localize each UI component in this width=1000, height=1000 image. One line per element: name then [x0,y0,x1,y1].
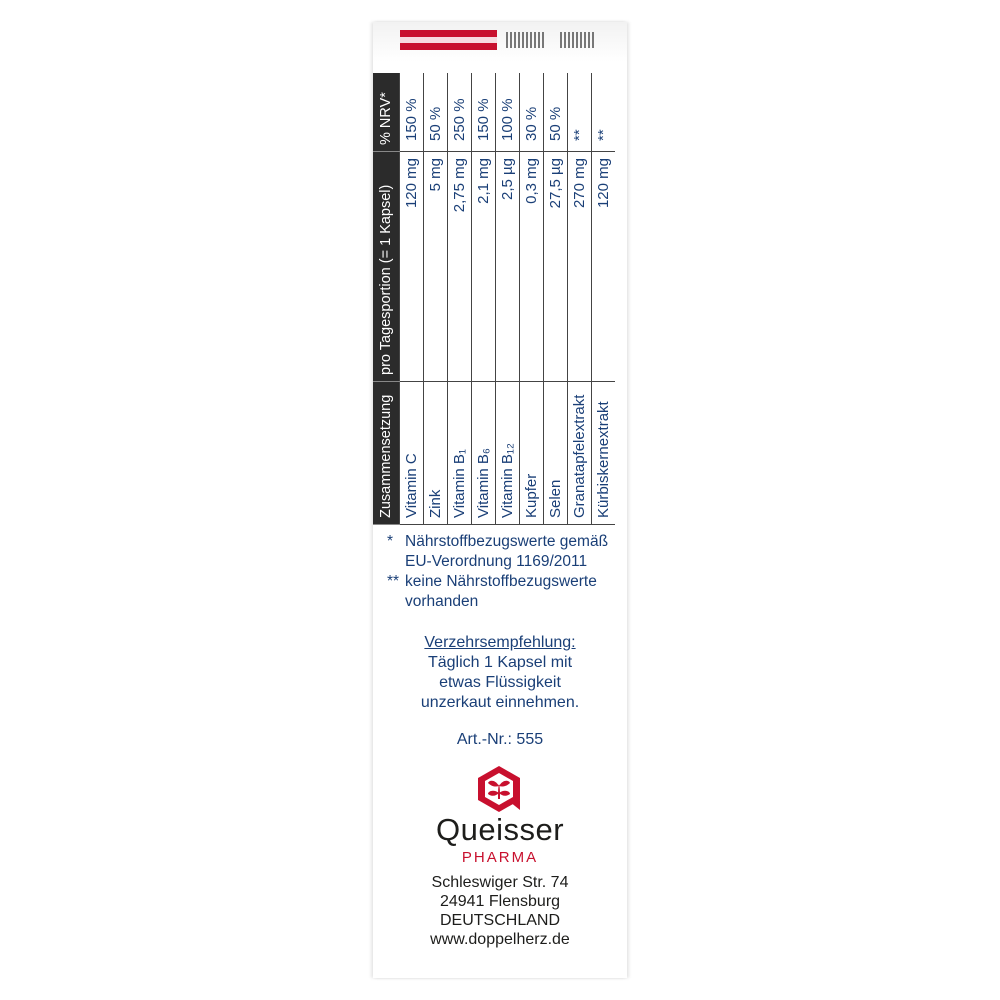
ingredient-nrv: 30 % [520,74,544,152]
recommendation-line1: Täglich 1 Kapsel mit [427,654,573,671]
ingredient-name: Vitamin C [400,382,424,525]
intake-recommendation [373,633,627,713]
footnote-1 [387,532,623,572]
table-row [592,74,616,525]
ingredient-name: Vitamin B₁ [448,382,472,525]
manufacturer-address [373,873,627,949]
nutrition-table-region [373,74,627,525]
address-city: 24941 Flensburg [439,893,561,910]
footnote-2-line2: vorhanden [405,593,479,610]
footnote-2-line1: keine Nährstoffbezugswerte [405,573,597,590]
ingredient-nrv: 50 % [544,74,568,152]
ingredient-amount: 2,75 mg [448,152,472,382]
ingredient-nrv: 150 % [400,74,424,152]
ingredient-amount: 270 mg [568,152,592,382]
footnote-1-line2: EU-Verordnung 1169/2011 [405,553,588,570]
header-per-serving: pro Tagesportion (= 1 Kapsel) [373,152,400,382]
recommendation-line2: etwas Flüssigkeit [439,674,561,691]
recommendation-heading: Verzehrsempfehlung: [424,634,576,651]
table-header-row [373,74,400,525]
flap-print-graphic-2 [560,32,594,48]
brand-subtitle: PHARMA [461,849,539,866]
footnote-1-mark: * [387,533,394,550]
footnote-1-line1: Nährstoffbezugswerte gemäß [405,533,609,550]
table-row [496,74,520,525]
recommendation-line3: unzerkaut einnehmen. [420,694,580,711]
article-number: Art.-Nr.: 555 [456,731,544,748]
table-row [544,74,568,525]
address-street: Schleswiger Str. 74 [431,874,569,891]
ingredient-amount: 120 mg [400,152,424,382]
ingredient-nrv: 150 % [472,74,496,152]
ingredient-name: Selen [544,382,568,525]
brand-name: Queisser [435,812,565,847]
ingredient-amount: 120 mg [592,152,616,382]
ingredient-amount: 27,5 µg [544,152,568,382]
ingredient-amount: 2,1 mg [472,152,496,382]
ingredient-nrv: ** [568,74,592,152]
ingredient-amount: 0,3 mg [520,152,544,382]
header-nrv: % NRV* [373,74,400,152]
ingredient-amount: 5 mg [424,152,448,382]
ingredient-name: Vitamin B₁₂ [496,382,520,525]
ingredient-name: Vitamin B₆ [472,382,496,525]
ingredient-name: Granatapfelextrakt [568,382,592,525]
ingredient-nrv: 250 % [448,74,472,152]
ingredient-nrv: 50 % [424,74,448,152]
footnote-2-mark: ** [387,573,400,590]
nutrition-table [373,74,615,526]
ingredient-nrv: 100 % [496,74,520,152]
table-row [472,74,496,525]
red-flap-graphic [400,30,497,50]
table-row [520,74,544,525]
queisser-leaf-logo-icon [474,764,524,814]
ingredient-name: Kupfer [520,382,544,525]
ingredient-amount: 2,5 µg [496,152,520,382]
table-row [568,74,592,525]
ingredient-nrv: ** [592,74,616,152]
footnotes [387,532,623,612]
website-link[interactable]: www.doppelherz.de [430,931,570,948]
table-row [400,74,424,525]
address-country: DEUTSCHLAND [439,912,560,929]
table-row [424,74,448,525]
footnote-2 [387,572,623,612]
table-row [448,74,472,525]
ingredient-name: Zink [424,382,448,525]
header-composition: Zusammensetzung [373,382,400,525]
flap-print-graphic [506,32,546,48]
ingredient-name: Kürbiskernextrakt [592,382,616,525]
